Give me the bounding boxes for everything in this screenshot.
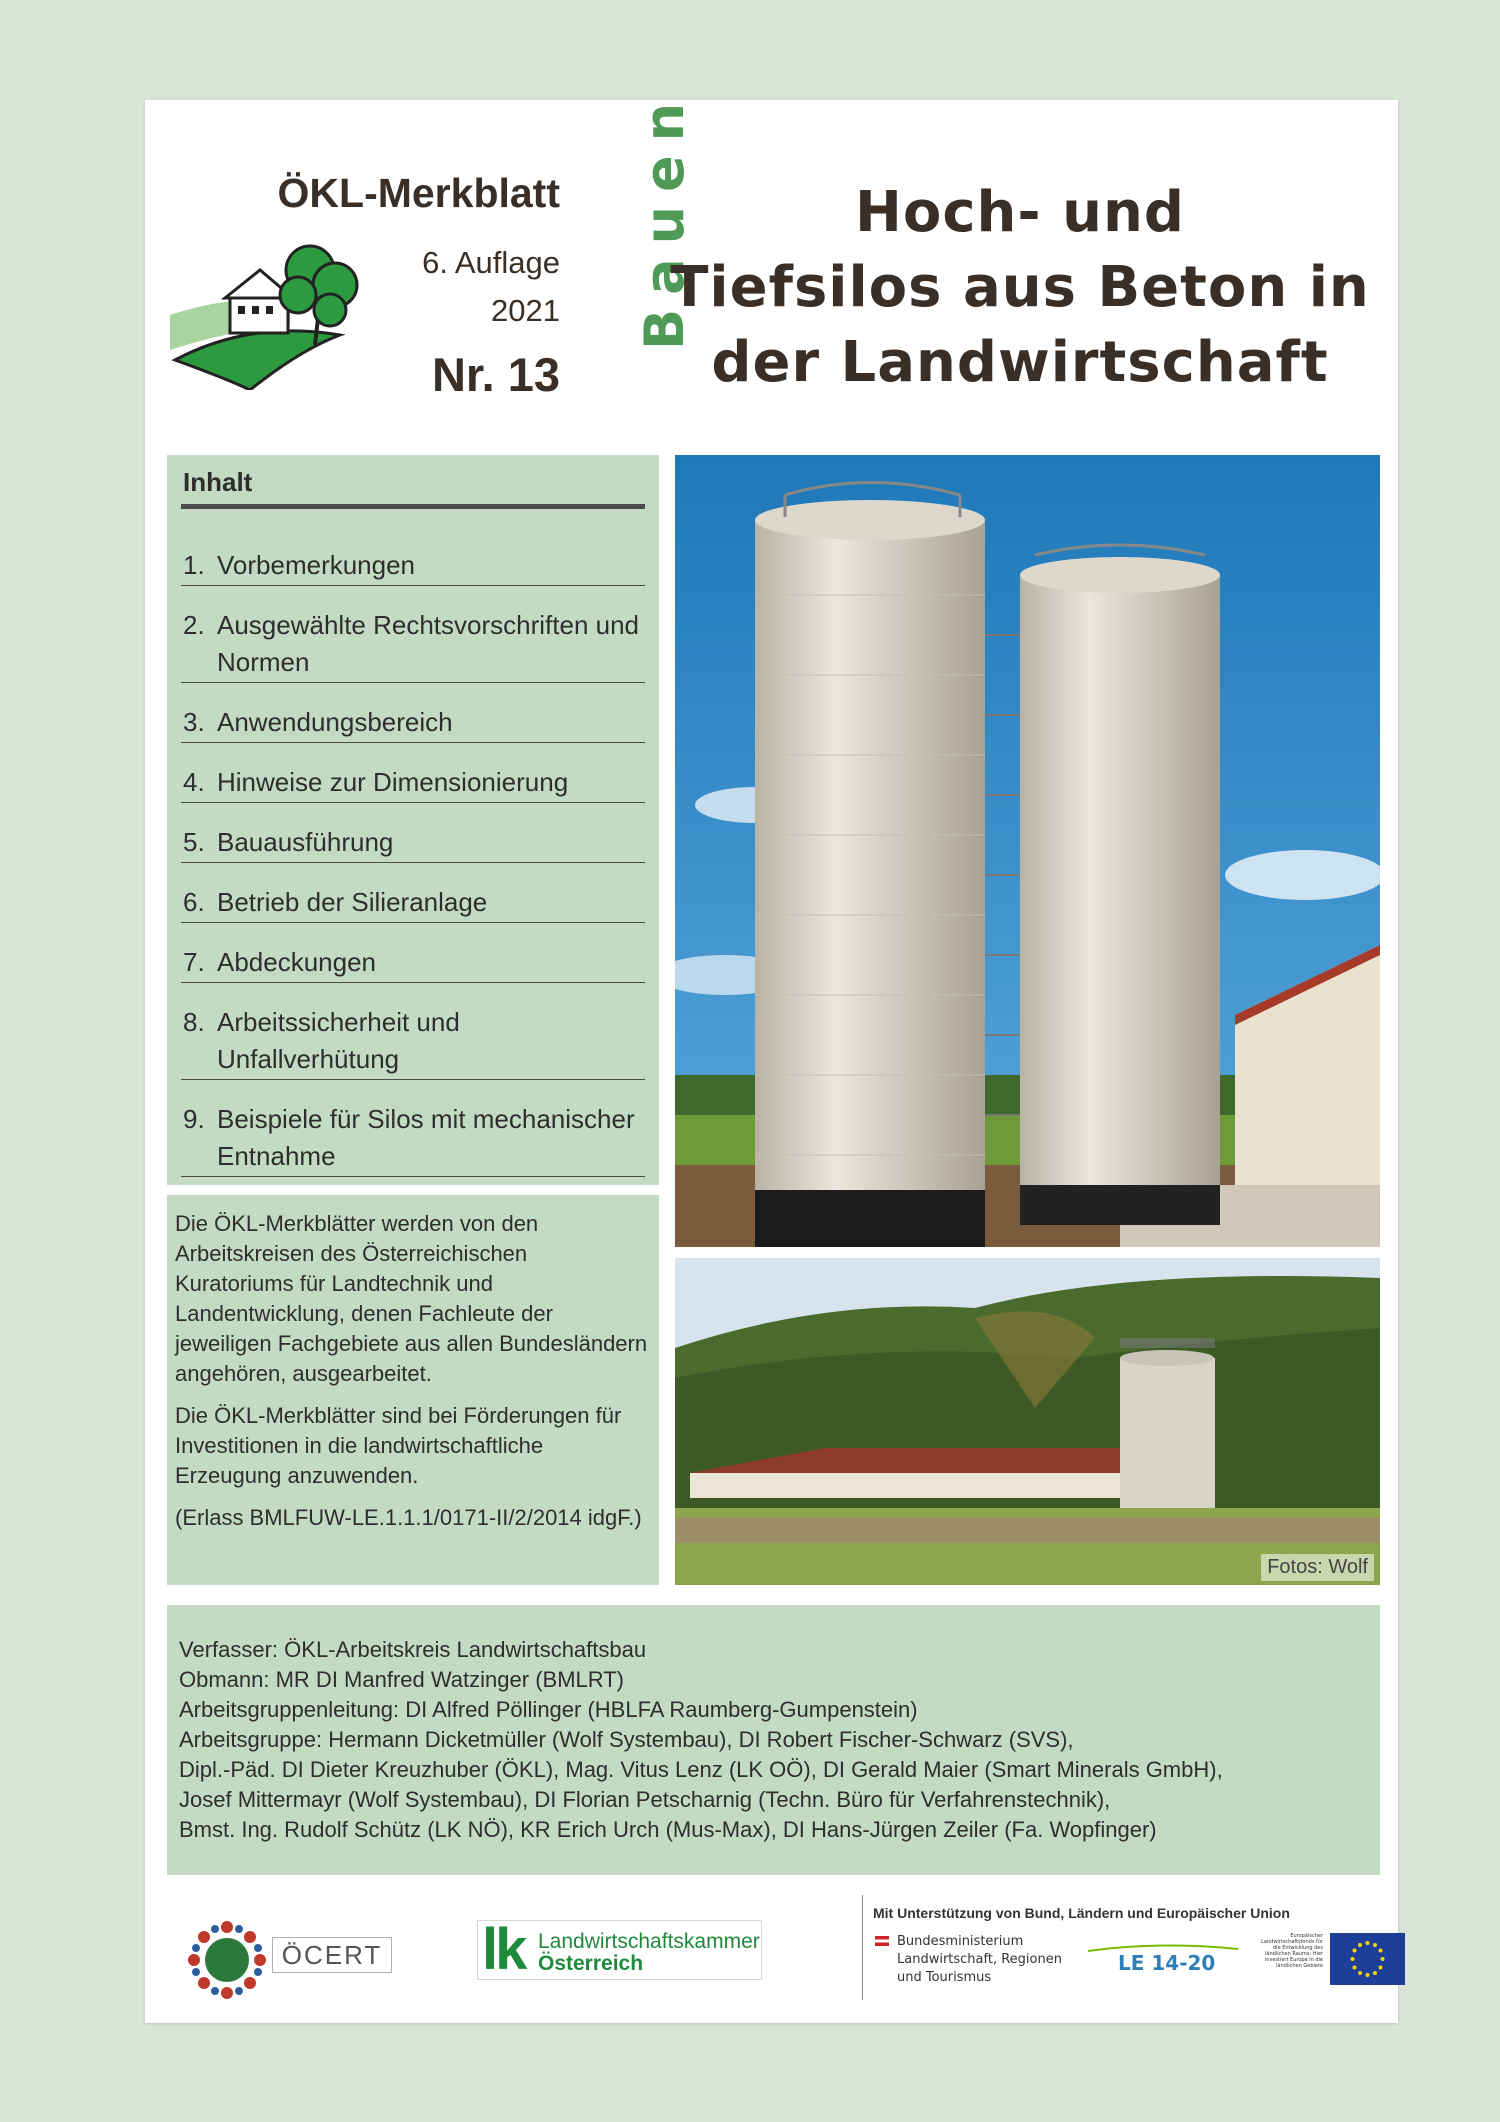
- le-label: LE 14-20: [1118, 1951, 1216, 1975]
- author-line: Arbeitsgruppenleitung: DI Alfred Pöllinger (HBLFA Raumberg-Gumpenstein): [179, 1697, 918, 1722]
- toc-text: Anwendungsbereich: [217, 707, 453, 737]
- toc-item: [181, 1101, 645, 1177]
- toc-text: Ausgewählte Rechtsvorschriften und Normen: [217, 610, 640, 677]
- oecert-label: ÖCERT: [272, 1937, 392, 1973]
- ministry-line: und Tourismus: [897, 1970, 992, 1985]
- toc-text: Beispiele für Silos mit mechanischer Entnahme: [217, 1104, 635, 1171]
- document-page: [145, 88, 1398, 2023]
- toc-number: 1.: [183, 550, 205, 580]
- table-of-contents: [167, 455, 659, 1185]
- brand-title: ÖKL-Merkblatt: [277, 170, 560, 216]
- toc-item: [181, 944, 645, 983]
- author-line: Arbeitsgruppe: Hermann Dicketmüller (Wolf Systembau), DI Robert Fischer-Schwarz (SVS),: [179, 1727, 1074, 1752]
- eu-stars-icon: [1330, 1933, 1405, 1985]
- toc-number: 5.: [183, 827, 205, 857]
- toc-text: Hinweise zur Dimensionierung: [217, 767, 569, 797]
- silo-photo: [675, 455, 1380, 1247]
- silo-photo-image: [675, 455, 1380, 1247]
- author-line: Dipl.-Päd. DI Dieter Kreuzhuber (ÖKL), Mag. Vitus Lenz (LK OÖ), DI Gerald Maier (Smart Minerals GmbH),: [179, 1757, 1223, 1782]
- ministry-line: Bundesministerium: [897, 1934, 1024, 1949]
- footer-logos: [167, 1895, 1380, 2005]
- lk-mark: lk: [482, 1917, 525, 1982]
- toc-text: Arbeitssicherheit und Unfallverhütung: [217, 1007, 460, 1074]
- toc-item: [181, 547, 645, 586]
- toc-text: Bauausführung: [217, 827, 394, 857]
- ministry-line: Landwirtschaft, Regionen: [897, 1952, 1062, 1967]
- title-line-3: der Landwirtschaft: [711, 330, 1329, 395]
- sponsor-title: Mit Unterstützung von Bund, Ländern und Europäischer Union: [873, 1905, 1290, 1921]
- document-title: [655, 175, 1385, 400]
- category-label: Bauen: [633, 88, 696, 350]
- info-paragraph-1: Die ÖKL-Merkblätter werden von den Arbeitskreisen des Österreichischen Kuratoriums für Landtechnik und Landentwicklung, denen Fachleute der jeweiligen Fachgebiete aus allen Bundesländern angehören, ausgearbeitet.: [175, 1211, 648, 1386]
- sponsor-block: [862, 1895, 1382, 2000]
- toc-number: 9.: [183, 1104, 205, 1134]
- oecert-ring-icon: [182, 1915, 272, 2005]
- photo-credit: Fotos: Wolf: [1261, 1554, 1374, 1581]
- toc-number: 7.: [183, 947, 205, 977]
- toc-number: 8.: [183, 1007, 205, 1037]
- toc-item: [181, 704, 645, 743]
- year: 2021: [491, 293, 560, 328]
- toc-item: [181, 764, 645, 803]
- oecert-logo: [182, 1915, 392, 1995]
- title-line-1: Hoch- und: [855, 180, 1185, 245]
- austria-flag-icon: [875, 1936, 889, 1946]
- lk-text: [538, 1931, 760, 1975]
- title-line-2: Tiefsilos aus Beton in: [670, 255, 1370, 320]
- lk-line-1: Landwirtschaftskammer: [538, 1930, 760, 1953]
- toc-item: [181, 607, 645, 683]
- info-box: [167, 1195, 659, 1585]
- author-line: Obmann: MR DI Manfred Watzinger (BMLRT): [179, 1667, 625, 1692]
- info-paragraph-2: Die ÖKL-Merkblätter sind bei Förderungen für Investitionen in die landwirtschaftliche Erzeugung anzuwenden.: [175, 1403, 622, 1488]
- farm-tree-logo-icon: [170, 240, 375, 390]
- le-logo: [1088, 1943, 1238, 1983]
- toc-number: 6.: [183, 887, 205, 917]
- toc-text: Vorbemerkungen: [217, 550, 416, 580]
- lk-logo: [477, 1917, 762, 1982]
- toc-number: 3.: [183, 707, 205, 737]
- author-line: Josef Mittermayr (Wolf Systembau), DI Florian Petscharnig (Techn. Büro für Verfahrenstechnik),: [179, 1787, 1111, 1812]
- edition: 6. Auflage: [422, 245, 560, 280]
- toc-number: 4.: [183, 767, 205, 797]
- farm-photo-image: [675, 1258, 1380, 1585]
- toc-number: 2.: [183, 610, 205, 640]
- author-line: Verfasser: ÖKL-Arbeitskreis Landwirtschaftsbau: [179, 1637, 647, 1662]
- toc-item: [181, 1004, 645, 1080]
- toc-text: Betrieb der Silieranlage: [217, 887, 488, 917]
- authors-box: [167, 1605, 1380, 1875]
- eu-fund-text: Europäischer Landwirtschaftsfonds für die Entwicklung des ländlichen Raums: Hier investiert Europa in die ländlichen Gebiete: [1261, 1933, 1323, 1969]
- lk-line-2: Österreich: [538, 1952, 644, 1975]
- toc-item: [181, 824, 645, 863]
- author-line: Bmst. Ing. Rudolf Schütz (LK NÖ), KR Erich Urch (Mus-Max), DI Hans-Jürgen Zeiler (Fa. Wopfinger): [179, 1817, 1157, 1842]
- eu-flag-icon: [1330, 1933, 1405, 1985]
- toc-text: Abdeckungen: [217, 947, 377, 977]
- ministry-logo: [875, 1933, 1062, 1987]
- farm-photo: [675, 1258, 1380, 1585]
- leaflet-number: Nr. 13: [431, 348, 560, 401]
- toc-heading: Inhalt: [181, 467, 645, 509]
- toc-item: [181, 884, 645, 923]
- info-paragraph-3: (Erlass BMLFUW-LE.1.1.1/0171-II/2/2014 idgF.): [175, 1505, 642, 1530]
